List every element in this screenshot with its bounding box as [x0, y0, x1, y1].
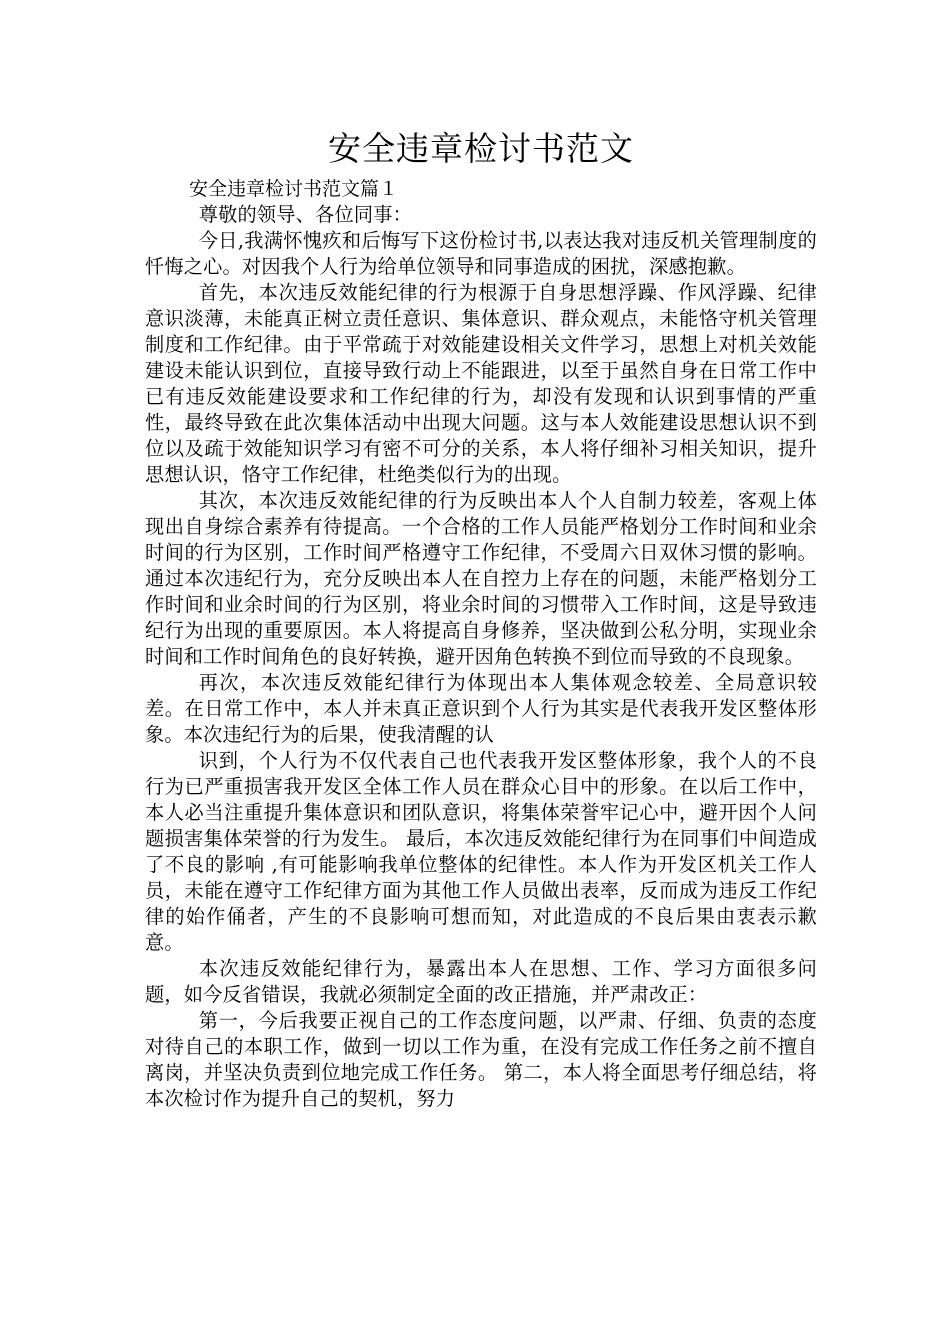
paragraph-7: 第一，今后我要正视自己的工作态度问题，以严肃、仔细、负责的态度对待自己的本职工作，做到一切以工作为重，在没有完成工作任务之前不擅自离岗，并坚决负责到位地完成工作任务。 第二，本人将全面思考仔细总结，将本次检讨作为提升自己的契机，努力	[145, 1009, 817, 1110]
paragraph-3: 其次，本次违反效能纪律的行为反映出本人个人自制力较差，客观上体现出自身综合素养有待提高。一个合格的工作人员能严格划分工作时间和业余时间的行为区别，工作时间严格遵守工作纪律，不受周六日双休习惯的影响。通过本次违纪行为，充分反映出本人在自控力上存在的问题，未能严格划分工作时间和业余时间的行为区别，将业余时间的习惯带入工作时间，这是导致违纪行为出现的重要原因。本人将提高自身修养，坚决做到公私分明，实现业余时间和工作时间角色的良好转换，避开因角色转换不到位而导致的不良现象。	[145, 489, 817, 668]
document-title: 安全违章检讨书范文	[328, 129, 634, 168]
salutation: 尊敬的领导、各位同事：	[198, 203, 413, 226]
paragraph-5: 识到，个人行为不仅代表自己也代表我开发区整体形象，我个人的不良行为已严重损害我开发区全体工作人员在群众心目中的形象。在以后工作中，本人必当注重提升集体意识和团队意识，将集体荣誉牢记心中，避开因个人问题损害集体荣誉的行为发生。 最后，本次违反效能纪律行为在同事们中间造成了不良的影响 ,有可能影响我单位整体的纪律性。本人作为开发区机关工作人员，未能在遵守工作纪律方面为其他工作人员做出表率，反而成为违反工作纪律的始作俑者，产生的不良影响可想而知，对此造成的不良后果由衷表示歉意。	[145, 749, 817, 954]
paragraph-4: 再次，本次违反效能纪律行为体现出本人集体观念较差、全局意识较差。在日常工作中，本人并未真正意识到个人行为其实是代表我开发区整体形象。本次违纪行为的后果，使我清醒的认	[145, 671, 817, 746]
document-subtitle: 安全违章检讨书范文篇１	[189, 178, 399, 200]
paragraph-6: 本次违反效能纪律行为，暴露出本人在思想、工作、学习方面很多问题，如今反省错误，我就必须制定全面的改正措施，并严肃改正：	[145, 957, 817, 1006]
paragraph-1: 今日,我满怀愧疚和后悔写下这份检讨书,以表达我对违反机关管理制度的忏悔之心。对因我个人行为给单位领导和同事造成的困扰，深感抱歉。	[145, 229, 817, 278]
document-page	[145, 126, 817, 1112]
paragraph-2: 首先，本次违反效能纪律的行为根源于自身思想浮躁、作风浮躁、纪律意识淡薄，未能真正树立责任意识、集体意识、群众观点，未能恪守机关管理制度和工作纪律。由于平常疏于对效能建设相关文件学习，思想上对机关效能建设未能认识到位，直接导致行动上不能跟进，以至于虽然自身在日常工作中已有违反效能建设要求和工作纪律的行为，却没有发现和认识到事情的严重性，最终导致在此次集体活动中出现大问题。这与本人效能建设思想认识不到位以及疏于效能知识学习有密不可分的关系，本人将仔细补习相关知识，提升思想认识，恪守工作纪律，杜绝类似行为的出现。	[145, 281, 817, 486]
